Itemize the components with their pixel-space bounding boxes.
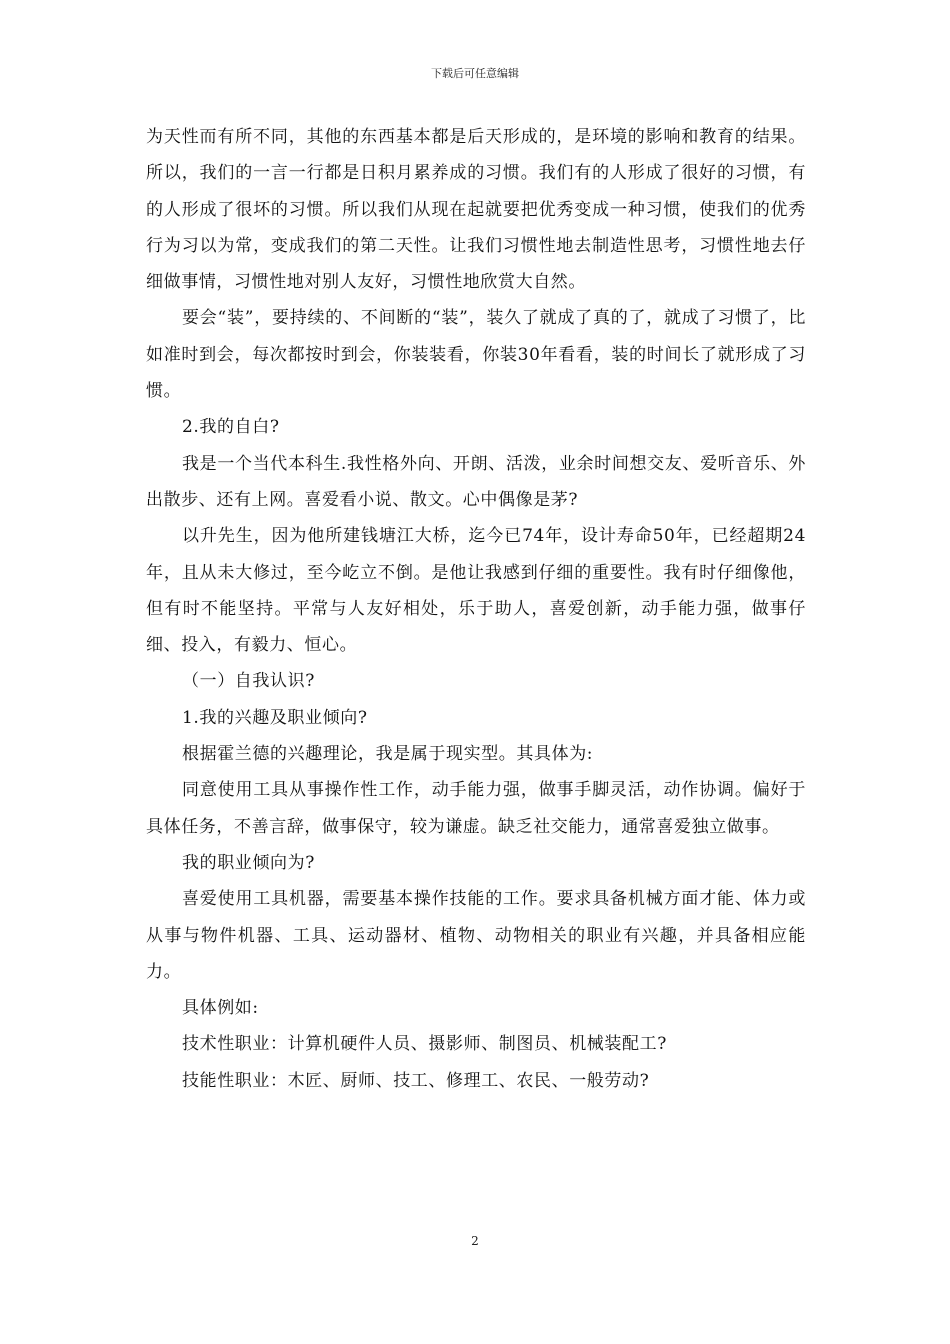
heading-career-tendency: 我的职业倾向为? <box>182 852 315 873</box>
paragraph-self-intro: 我是一个当代本科生.我性格外向、开朗、活泼，业余时间想交友、爱听音乐、外出散步、还有上网。喜爱看小说、散文。心中偶像是茅? <box>146 453 806 510</box>
paragraph-realistic-type: 同意使用工具从事操作性工作，动手能力强，做事手脚灵活，动作协调。偏好于具体任务，不善言辞，做事保守，较为谦虚。缺乏社交能力，通常喜爱独立做事。 <box>146 780 806 837</box>
paragraph-technical-jobs: 技术性职业：计算机硬件人员、摄影师、制图员、机械装配工? <box>182 1034 667 1055</box>
paragraph-idol: 以升先生，因为他所建钱塘江大桥，迄今已74年，设计寿命50年，已经超期24年，且从未大修过，至今屹立不倒。是他让我感到仔细的重要性。我有时仔细像他，但有时不能坚持。平常与人友好相处，乐于助人，喜爱创新，动手能力强，做事仔细、投入，有毅力、恒心。 <box>146 526 806 656</box>
paragraph-pretend-habit: 要会“装”，要持续的、不间断的“装”，装久了就成了真的了，就成了习惯了，比如准时到会，每次都按时到会，你装装看，你装30年看看，装的时间长了就形成了习惯。 <box>146 308 806 402</box>
paragraph-skilled-jobs: 技能性职业：木匠、厨师、技工、修理工、农民、一般劳动? <box>182 1070 650 1091</box>
paragraph-habit-continuation: 为天性而有所不同，其他的东西基本都是后天形成的，是环境的影响和教育的结果。所以，我们的一言一行都是日积月累养成的习惯。我们有的人形成了很好的习惯，有的人形成了很坏的习惯。所以我们从现在起就要把优秀变成一种习惯，使我们的优秀行为习以为常，变成我们的第二天性。让我们习惯性地去制造性思考，习惯性地去仔细做事情，习惯性地对别人友好，习惯性地欣赏大自然。 <box>146 127 806 293</box>
document-body <box>146 119 806 1099</box>
paragraph-holland-theory: 根据霍兰德的兴趣理论，我是属于现实型。其具体为: <box>182 744 594 765</box>
heading-self-statement: 2.我的自白? <box>182 417 280 438</box>
paragraph-career-tendency: 喜爱使用工具机器，需要基本操作技能的工作。要求具备机械方面才能、体力或从事与物件机器、工具、运动器材、植物、动物相关的职业有兴趣，并具备相应能力。 <box>146 889 806 982</box>
paragraph-examples-intro: 具体例如: <box>182 998 259 1019</box>
page-number: 2 <box>471 1234 479 1248</box>
heading-interests: 1.我的兴趣及职业倾向? <box>182 707 368 728</box>
page-header-note: 下载后可任意编辑 <box>431 67 519 80</box>
heading-self-awareness: （一）自我认识? <box>182 671 315 692</box>
